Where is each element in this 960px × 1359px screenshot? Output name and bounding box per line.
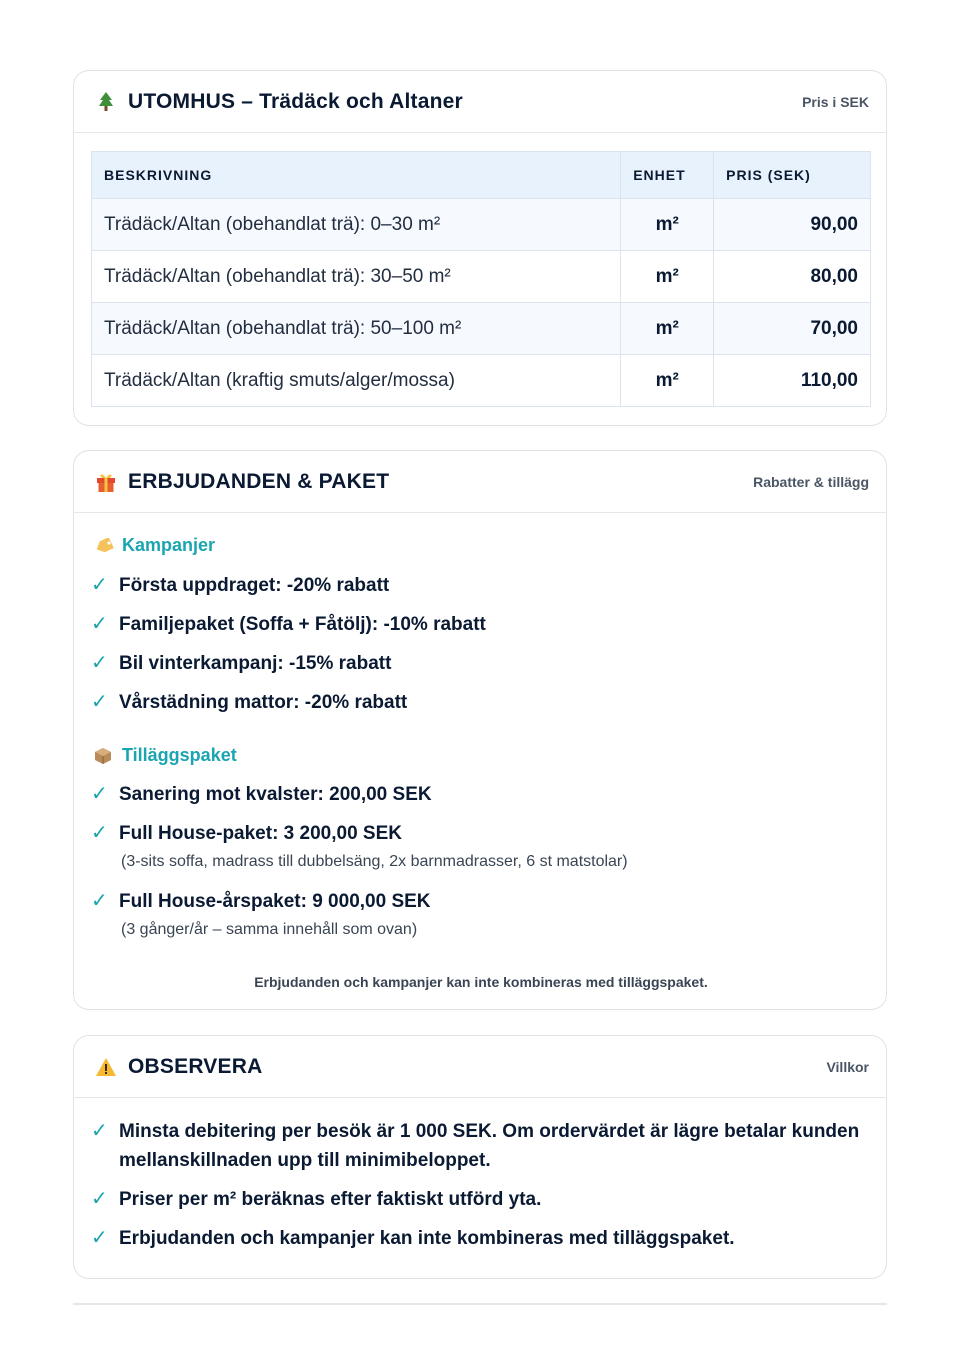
check-icon: ✓ [91,783,108,805]
check-icon: ✓ [91,1227,108,1249]
list-item [91,610,486,639]
list-item [91,649,391,678]
observe-card [73,1035,887,1279]
row-description: Trädäck/Altan (obehandlat trä): 0–30 m² [92,199,621,251]
table-row [92,303,871,355]
addons-title: Tilläggspaket [122,745,237,765]
addon-note: (3 gånger/år – samma innehåll som ovan) [121,921,418,938]
observe-text-a: Minsta debitering per besök är [119,1121,400,1142]
offers-card [73,450,887,1010]
row-unit: m² [621,355,714,407]
list-item-text [119,1117,871,1175]
outdoor-card-header [74,71,886,133]
check-icon: ✓ [91,890,108,912]
list-item-rest: (Soffa + Fåtölj): -10% rabatt [234,614,486,635]
check-icon: ✓ [91,691,108,713]
campaigns-subheading [94,535,215,556]
list-item [91,819,402,848]
addon-note: (3-sits soffa, madrass till dubbelsäng, 2x barnmadrasser, 6 st matstolar) [121,853,628,870]
observe-card-header [74,1036,886,1098]
list-item-bold: Full House-paket: [119,823,279,844]
list-item-bold: Full House-årspaket: [119,891,307,912]
list-item-rest: 9 000,00 SEK [306,891,431,912]
observe-tag: Villkor [826,1058,869,1075]
list-item-rest: -20% rabatt [281,575,390,596]
column-header-unit: ENHET [621,152,714,199]
check-icon: ✓ [91,1120,108,1142]
package-icon [94,747,114,765]
check-icon: ✓ [91,652,108,674]
row-price: 70,00 [714,303,871,355]
list-item-text [119,610,486,639]
list-item [91,1185,541,1214]
campaigns-title: Kampanjer [122,535,216,555]
list-item [91,1224,735,1253]
list-item [91,571,389,600]
outdoor-title: UTOMHUS – Trädäck och Altaner [128,89,463,113]
divider [73,1303,887,1305]
list-item [91,887,431,916]
gift-icon [94,470,118,494]
list-item-rest: -15% rabatt [283,653,392,674]
list-item-text [119,819,402,848]
list-item-text [119,571,389,600]
row-unit: m² [621,303,714,355]
column-header-price: PRIS (SEK) [714,152,871,199]
row-description: Trädäck/Altan (kraftig smuts/alger/mossa) [92,355,621,407]
table-header-row [92,152,871,199]
list-item [91,688,407,717]
list-item-bold: Sanering mot kvalster: [119,784,324,805]
list-item-rest: 200,00 SEK [323,784,432,805]
observe-text-strong: 1 000 SEK [399,1121,492,1142]
row-description: Trädäck/Altan (obehandlat trä): 30–50 m² [92,251,621,303]
list-item-bold: Vårstädning mattor: [119,692,300,713]
row-price: 80,00 [714,251,871,303]
offers-tag: Rabatter & tillägg [753,473,869,490]
table-row [92,355,871,407]
row-price: 90,00 [714,199,871,251]
check-icon: ✓ [91,822,108,844]
observe-title: OBSERVERA [128,1054,263,1078]
list-item-rest: 3 200,00 SEK [278,823,402,844]
price-table [91,151,871,407]
check-icon: ✓ [91,574,108,596]
addons-subheading [94,745,237,766]
outdoor-tag: Pris i SEK [802,93,869,110]
table-row [92,251,871,303]
list-item [91,1117,871,1175]
list-item-bold: Bil vinterkampanj: [119,653,284,674]
warning-icon [94,1055,118,1079]
list-item-bold: Familjepaket [119,614,235,635]
offers-footnote: Erbjudanden och kampanjer kan inte kombineras med tilläggspaket. [254,974,708,990]
list-item-text [119,887,431,916]
table-row [92,199,871,251]
check-icon: ✓ [91,613,108,635]
check-icon: ✓ [91,1188,108,1210]
row-unit: m² [621,199,714,251]
list-item [91,780,432,809]
row-description: Trädäck/Altan (obehandlat trä): 50–100 m² [92,303,621,355]
list-item-text [119,688,407,717]
tree-icon [94,90,118,114]
row-price: 110,00 [714,355,871,407]
column-header-description: BESKRIVNING [92,152,621,199]
offers-card-header [74,451,886,513]
list-item-bold: Första uppdraget: [119,575,282,596]
outdoor-card [73,70,887,426]
list-item-text: Erbjudanden och kampanjer kan inte kombineras med tilläggspaket. [119,1228,735,1249]
list-item-rest: -20% rabatt [299,692,408,713]
offers-title: ERBJUDANDEN & PAKET [128,469,390,493]
list-item-text [119,649,391,678]
observe-text-c: . Om ordervärdet är lägre betalar kunden mellanskillnaden upp till minimibeloppet. [119,1121,860,1171]
row-unit: m² [621,251,714,303]
label-tag-icon [94,538,114,554]
list-item-text: Priser per m² beräknas efter faktiskt utförd yta. [119,1189,542,1210]
list-item-text [119,780,432,809]
